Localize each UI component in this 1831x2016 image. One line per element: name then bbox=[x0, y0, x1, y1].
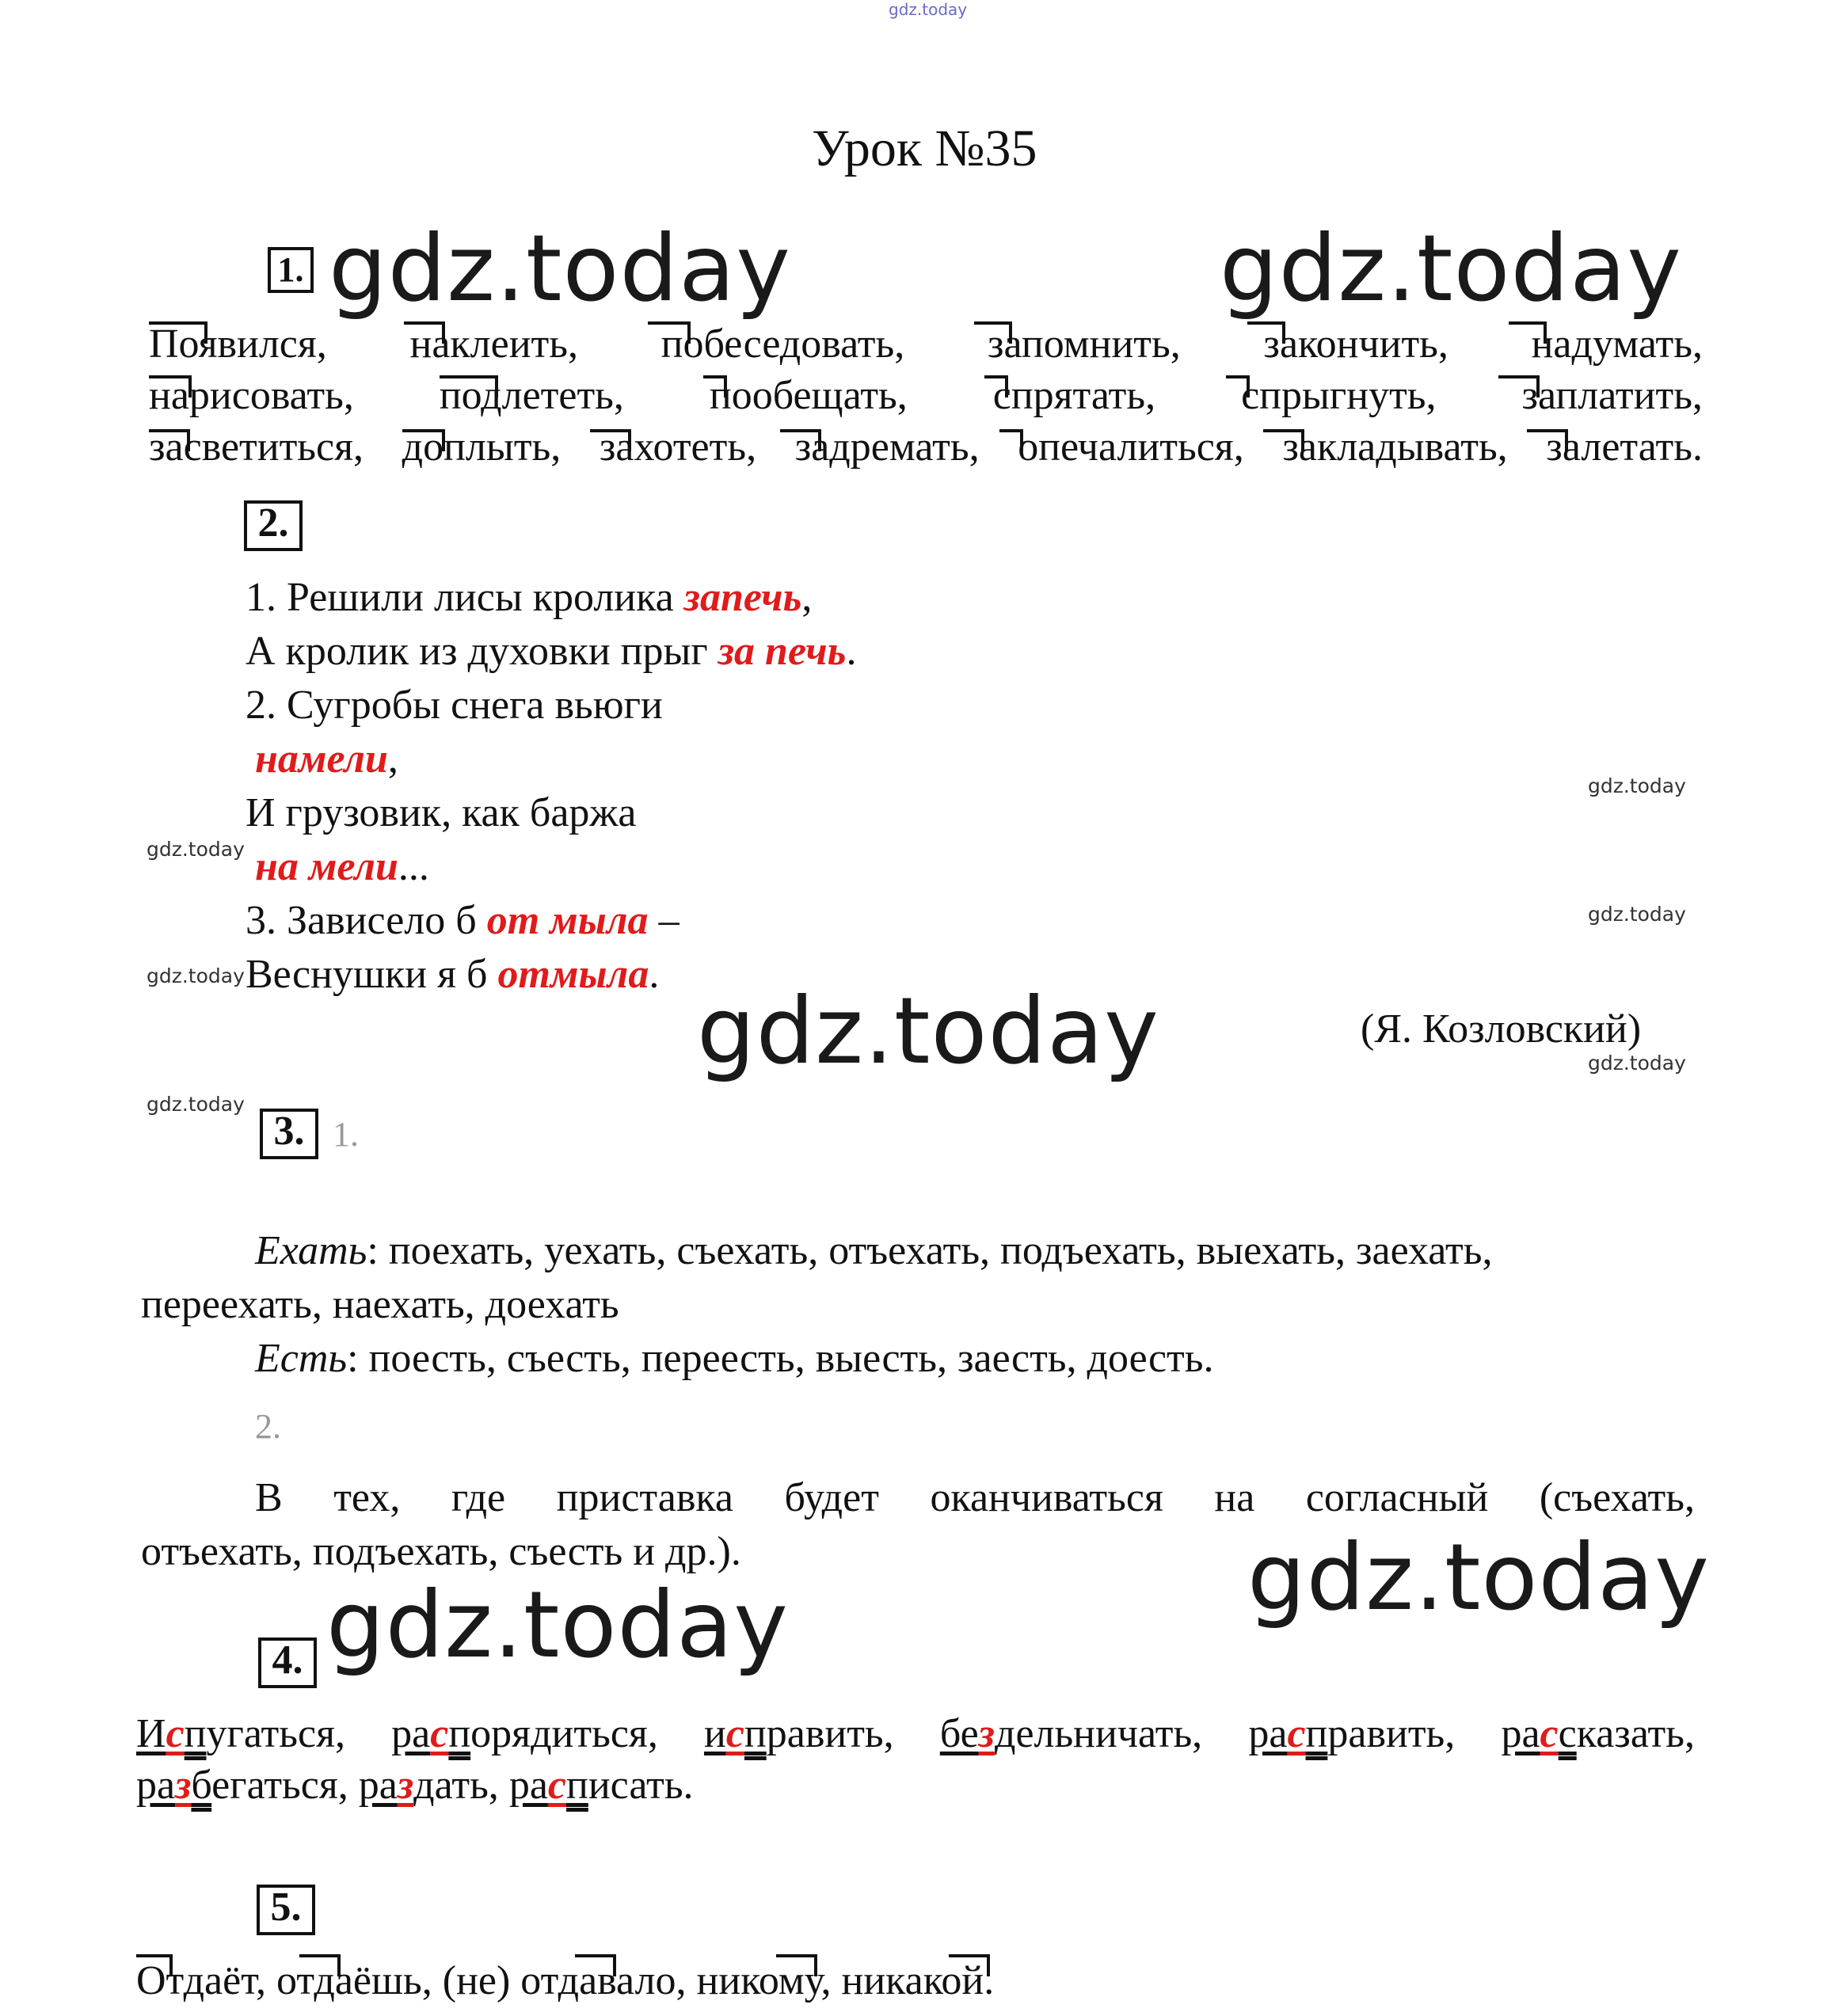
word: побеседовать, bbox=[660, 321, 905, 367]
word-row-1 bbox=[149, 321, 1703, 367]
subtask-number: 1. bbox=[333, 1115, 359, 1154]
text: : поехать, уехать, съехать, отъехать, подъехать, выехать, заехать, bbox=[367, 1228, 1493, 1273]
word: спрыгнуть, bbox=[1241, 373, 1437, 418]
word: задремать, bbox=[794, 424, 980, 470]
word: запомнить, bbox=[987, 321, 1181, 367]
word: закончить, bbox=[1263, 321, 1448, 367]
prefix-mark bbox=[149, 375, 192, 397]
prefix-mark bbox=[703, 375, 727, 397]
term: Ехать bbox=[255, 1228, 367, 1273]
word: засветиться, bbox=[149, 424, 364, 470]
word: надумать, bbox=[1531, 321, 1703, 367]
prefix-mark bbox=[404, 321, 445, 344]
prefix-mark bbox=[136, 1954, 173, 1976]
highlight: на мели bbox=[255, 844, 398, 889]
text: Веснушки я б bbox=[246, 952, 498, 997]
text: – bbox=[648, 898, 679, 943]
watermark-small: gdz.today bbox=[1588, 774, 1686, 797]
watermark: gdz.today bbox=[1220, 215, 1682, 322]
text: , bbox=[801, 575, 813, 620]
watermark-small: gdz.today bbox=[147, 964, 245, 987]
prefix-mark bbox=[299, 1954, 341, 1976]
text: 1. Решили лисы кролика bbox=[246, 575, 684, 620]
prefix-mark bbox=[1226, 375, 1250, 397]
prefix-mark bbox=[1263, 429, 1304, 451]
poem-line bbox=[255, 736, 398, 782]
prefix-mark bbox=[984, 375, 1008, 397]
word: исправить, bbox=[703, 1711, 894, 1756]
subtask-number: 2. bbox=[255, 1407, 281, 1446]
word: наклеить, bbox=[409, 321, 578, 367]
paragraph-line bbox=[255, 1227, 1492, 1274]
word: доплыть, bbox=[402, 424, 561, 470]
prefix-mark bbox=[149, 429, 190, 451]
paragraph-line: переехать, наехать, доехать bbox=[141, 1282, 619, 1327]
poem-author: (Я. Козловский) bbox=[1361, 1006, 1642, 1052]
prefix-mark bbox=[440, 375, 498, 397]
word: раздать, bbox=[358, 1763, 499, 1808]
watermark-small: gdz.today bbox=[1588, 903, 1686, 926]
watermark-small: gdz.today bbox=[147, 1093, 245, 1116]
word: залетать. bbox=[1546, 424, 1703, 470]
text: . bbox=[846, 629, 857, 674]
exercise-number-1: 1. bbox=[268, 247, 314, 293]
word: Испугаться, bbox=[136, 1711, 345, 1756]
prefix-mark bbox=[974, 321, 1012, 344]
text: , bbox=[387, 736, 398, 782]
exercise-number-3: 3. bbox=[260, 1109, 318, 1159]
poem-line bbox=[246, 628, 856, 675]
word: подлететь, bbox=[439, 373, 624, 418]
prefix-mark bbox=[648, 321, 691, 344]
word: бездельничать, bbox=[939, 1711, 1203, 1756]
poem-line: 2. Сугробы снега вьюги bbox=[246, 683, 663, 728]
watermark-small: gdz.today bbox=[1588, 1052, 1686, 1075]
word-row-2 bbox=[149, 372, 1703, 419]
exercise-number-4: 4. bbox=[258, 1638, 317, 1688]
prefix-mark bbox=[776, 1954, 817, 1976]
word: разбегаться, bbox=[136, 1763, 348, 1808]
word-row-2 bbox=[136, 1762, 1695, 1809]
highlight: запечь bbox=[683, 575, 802, 620]
watermark-top: gdz.today bbox=[889, 0, 968, 19]
prefix-mark bbox=[999, 429, 1023, 451]
paragraph-line: В тех, где приставка будет оканчиваться на согласный (съехать, bbox=[255, 1475, 1695, 1520]
word: расписать. bbox=[508, 1763, 694, 1808]
text: ... bbox=[398, 844, 429, 889]
prefix-mark bbox=[1509, 321, 1547, 344]
paragraph-line: Отдаёт, отдаёшь, (не) отдавало, никому, никакой. bbox=[136, 1958, 995, 2003]
paragraph-line bbox=[255, 1335, 1214, 1382]
poem-line bbox=[246, 574, 812, 621]
word: Появился, bbox=[149, 321, 327, 367]
prefix-mark bbox=[149, 321, 207, 344]
prefix-mark bbox=[402, 429, 445, 451]
highlight: за печь bbox=[718, 629, 847, 674]
watermark: gdz.today bbox=[697, 978, 1159, 1085]
word-row-3 bbox=[149, 424, 1703, 470]
exercise-1-words bbox=[149, 321, 1703, 470]
watermark: gdz.today bbox=[329, 215, 791, 322]
watermark-small: gdz.today bbox=[147, 838, 245, 861]
watermark: gdz.today bbox=[326, 1572, 789, 1679]
word: опечалиться, bbox=[1018, 424, 1244, 470]
highlight: намели bbox=[255, 736, 388, 782]
text: . bbox=[649, 952, 660, 997]
word-row-1 bbox=[136, 1710, 1695, 1757]
page-title: Урок №35 bbox=[812, 120, 1037, 177]
word: распорядиться, bbox=[391, 1711, 658, 1756]
word: спрятать, bbox=[992, 373, 1156, 418]
highlight: отмыла bbox=[497, 952, 649, 997]
poem-line: И грузовик, как баржа bbox=[246, 790, 637, 835]
word: захотеть, bbox=[599, 424, 757, 470]
exercise-4-words bbox=[136, 1710, 1695, 1809]
prefix-mark bbox=[780, 429, 821, 451]
text: : поесть, съесть, переесть, выесть, заесть, доесть. bbox=[347, 1336, 1214, 1381]
exercise-number-2: 2. bbox=[244, 500, 303, 551]
poem-line bbox=[246, 897, 679, 944]
word: расправить, bbox=[1248, 1711, 1456, 1756]
prefix-mark bbox=[949, 1954, 990, 1976]
prefix-mark bbox=[590, 429, 631, 451]
text: А кролик из духовки прыг bbox=[246, 629, 718, 674]
term: Есть bbox=[255, 1336, 348, 1381]
word: нарисовать, bbox=[149, 373, 354, 418]
poem-line bbox=[246, 951, 659, 998]
word: рассказать, bbox=[1501, 1711, 1695, 1756]
prefix-mark bbox=[1247, 321, 1285, 344]
highlight: от мыла bbox=[486, 898, 649, 943]
prefix-mark bbox=[1527, 429, 1568, 451]
word: закладывать, bbox=[1282, 424, 1508, 470]
exercise-number-5: 5. bbox=[257, 1885, 315, 1935]
paragraph-line: отъехать, подъехать, съесть и др.). bbox=[141, 1529, 741, 1574]
prefix-mark bbox=[1498, 375, 1540, 397]
word: заплатить, bbox=[1521, 373, 1703, 418]
prefix-mark bbox=[575, 1954, 616, 1976]
poem-line bbox=[255, 843, 429, 890]
text: 3. Зависело б bbox=[246, 898, 487, 943]
watermark: gdz.today bbox=[1247, 1524, 1710, 1631]
word: пообещать, bbox=[709, 373, 908, 418]
